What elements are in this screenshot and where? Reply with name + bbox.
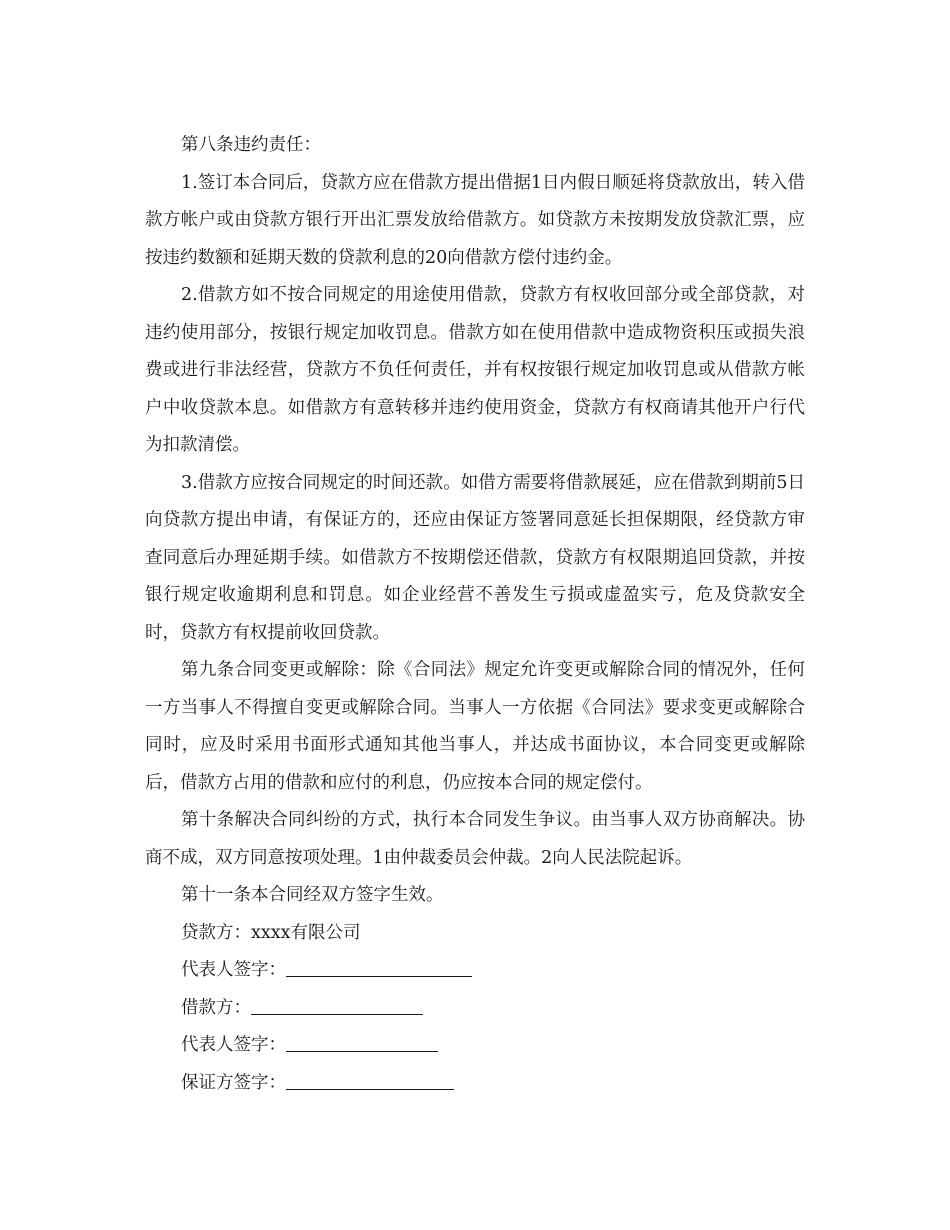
article8-title: 第八条违约责任：	[181, 135, 321, 155]
lender-line: 贷款方：xxxx有限公司	[181, 922, 361, 943]
article8-item2: 2.借款方如不按合同规定的用途使用借款，贷款方有权收回部分或全部贷款，对违约使用部分，按银行规定加收罚息。借款方如在使用借款中造成物资积压或损失浪费或进行非法经营，贷款方不负任何责任，并有权按银行规定加收罚息或从借款方帐户中收贷款本息。如借款方有意转移并违约使用资金，贷款方有权商请其他开户行代为扣款清偿。	[145, 285, 805, 455]
contract-page	[145, 127, 805, 1102]
lender-rep-signature-line	[145, 952, 805, 990]
guarantor-label: 保证方签字：	[181, 1072, 286, 1093]
lender-rep-signature-blank	[286, 956, 472, 977]
borrower-rep-signature-blank	[286, 1031, 438, 1052]
lender-rep-label: 代表人签字：	[181, 960, 286, 980]
borrower-rep-signature-line	[145, 1027, 805, 1065]
borrower-label: 借款方：	[181, 997, 251, 1018]
article11-paragraph: 第十一条本合同经双方签字生效。	[181, 885, 444, 905]
article8-item3: 3.借款方应按合同规定的时间还款。如借方需要将借款展延，应在借款到期前5日向贷款方提出申请，有保证方的，还应由保证方签署同意延长担保期限，经贷款方审查同意后办理延期手续。如借款方不按期偿还借款，贷款方有权限期追回贷款，并按银行规定收逾期利息和罚息。如企业经营不善发生亏损或虚盈实亏，危及贷款安全时，贷款方有权提前收回贷款。	[145, 472, 805, 643]
guarantor-signature-line	[145, 1065, 805, 1103]
article10-paragraph: 第十条解决合同纠纷的方式，执行本合同发生争议。由当事人双方协商解决。协商不成，双方同意按项处理。1由仲裁委员会仲裁。2向人民法院起诉。	[145, 810, 805, 868]
borrower-signature-blank	[251, 994, 423, 1015]
guarantor-signature-blank	[286, 1069, 454, 1090]
article8-item1: 1.签订本合同后，贷款方应在借款方提出借据1日内假日顺延将贷款放出，转入借款方帐户或由贷款方银行开出汇票发放给借款方。如贷款方未按期发放贷款汇票，应按违约数额和延期天数的贷款利息的20向借款方偿付违约金。	[145, 172, 805, 268]
article9-paragraph: 第九条合同变更或解除：除《合同法》规定允许变更或解除合同的情况外，任何一方当事人不得擅自变更或解除合同。当事人一方依据《合同法》要求变更或解除合同时，应及时采用书面形式通知其他当事人，并达成书面协议，本合同变更或解除后，借款方占用的借款和应付的利息，仍应按本合同的规定偿付。	[145, 660, 805, 793]
borrower-signature-line	[145, 990, 805, 1028]
borrower-rep-label: 代表人签字：	[181, 1035, 286, 1055]
